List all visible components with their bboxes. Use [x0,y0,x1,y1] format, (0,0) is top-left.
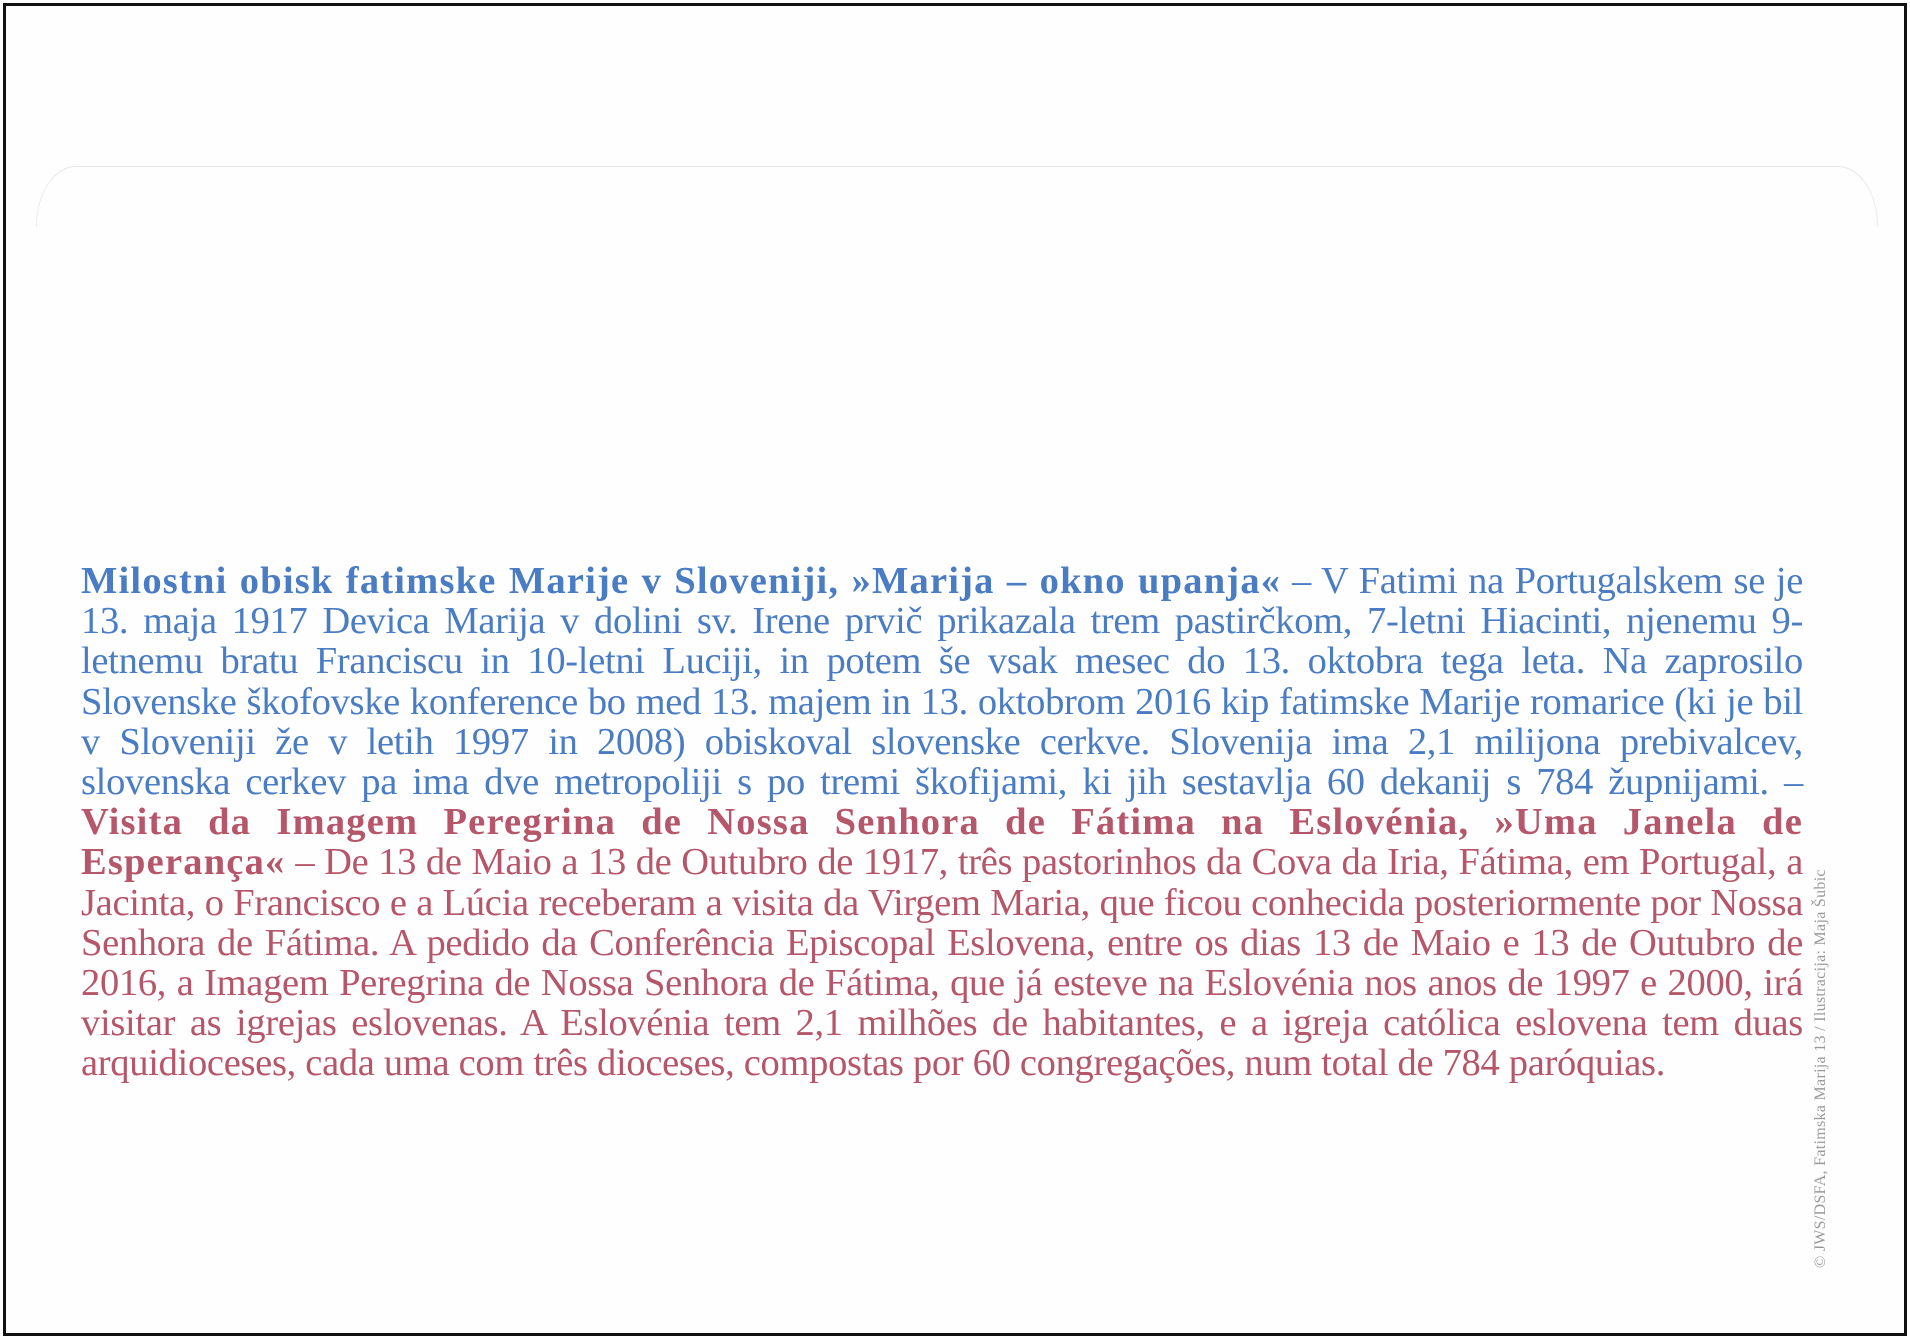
envelope-back [3,3,1907,1336]
envelope-flap-edge [36,166,1878,227]
copyright-credit: © JWS/DSFA, Fatimska Marija 13 / Ilustracija: Maja Šubic [1812,869,1829,1268]
portuguese-heading: Visita da Imagem Peregrina de Nossa Senhora de Fátima na Eslovénia, »Uma Janela de Esperança« [81,801,1803,884]
cover-description [81,561,1803,1084]
slovenian-body: – V Fatimi na Portugalskem se je 13. maja 1917 Devica Marija v dolini sv. Irene prvič prikazala trem pastirčkom, 7-letni Hiacinti, njenemu 9-letnemu bratu Franciscu in 10-letni Luciji, in potem še vsak mesec do 13. oktobra tega leta. Na zaprosilo Slovenske škofovske konference bo med 13. majem in 13. oktobrom 2016 kip fatimske Marije romarice (ki je bil v Sloveniji že v letih 1997 in 2008) obiskoval slovenske cerkve. Slovenija ima 2,1 milijona prebivalcev, slovenska cerkev pa ima dve metropoliji s po tremi škofijami, ki jih sestavlja 60 dekanij s 784 župnijami. – [81,560,1803,804]
slovenian-heading: Milostni obisk fatimske Marije v Sloveniji, »Marija – okno upanja« [81,560,1282,602]
portuguese-body: – De 13 de Maio a 13 de Outubro de 1917, três pastorinhos da Cova da Iria, Fátima, em Portugal, a Jacinta, o Francisco e a Lúcia receberam a visita da Virgem Maria, que ficou conhecida posteriormente por Nossa Senhora de Fátima. A pedido da Conferência Episcopal Eslovena, entre os dias 13 de Maio e 13 de Outubro de 2016, a Imagem Peregrina de Nossa Senhora de Fátima, que já esteve na Eslovénia nos anos de 1997 e 2000, irá visitar as igrejas eslovenas. A Eslovénia tem 2,1 milhões de habitantes, e a igreja católica eslovena tem duas arquidioceses, cada uma com três dioceses, compostas por 60 congregações, num total de 784 paróquias. [81,841,1803,1085]
